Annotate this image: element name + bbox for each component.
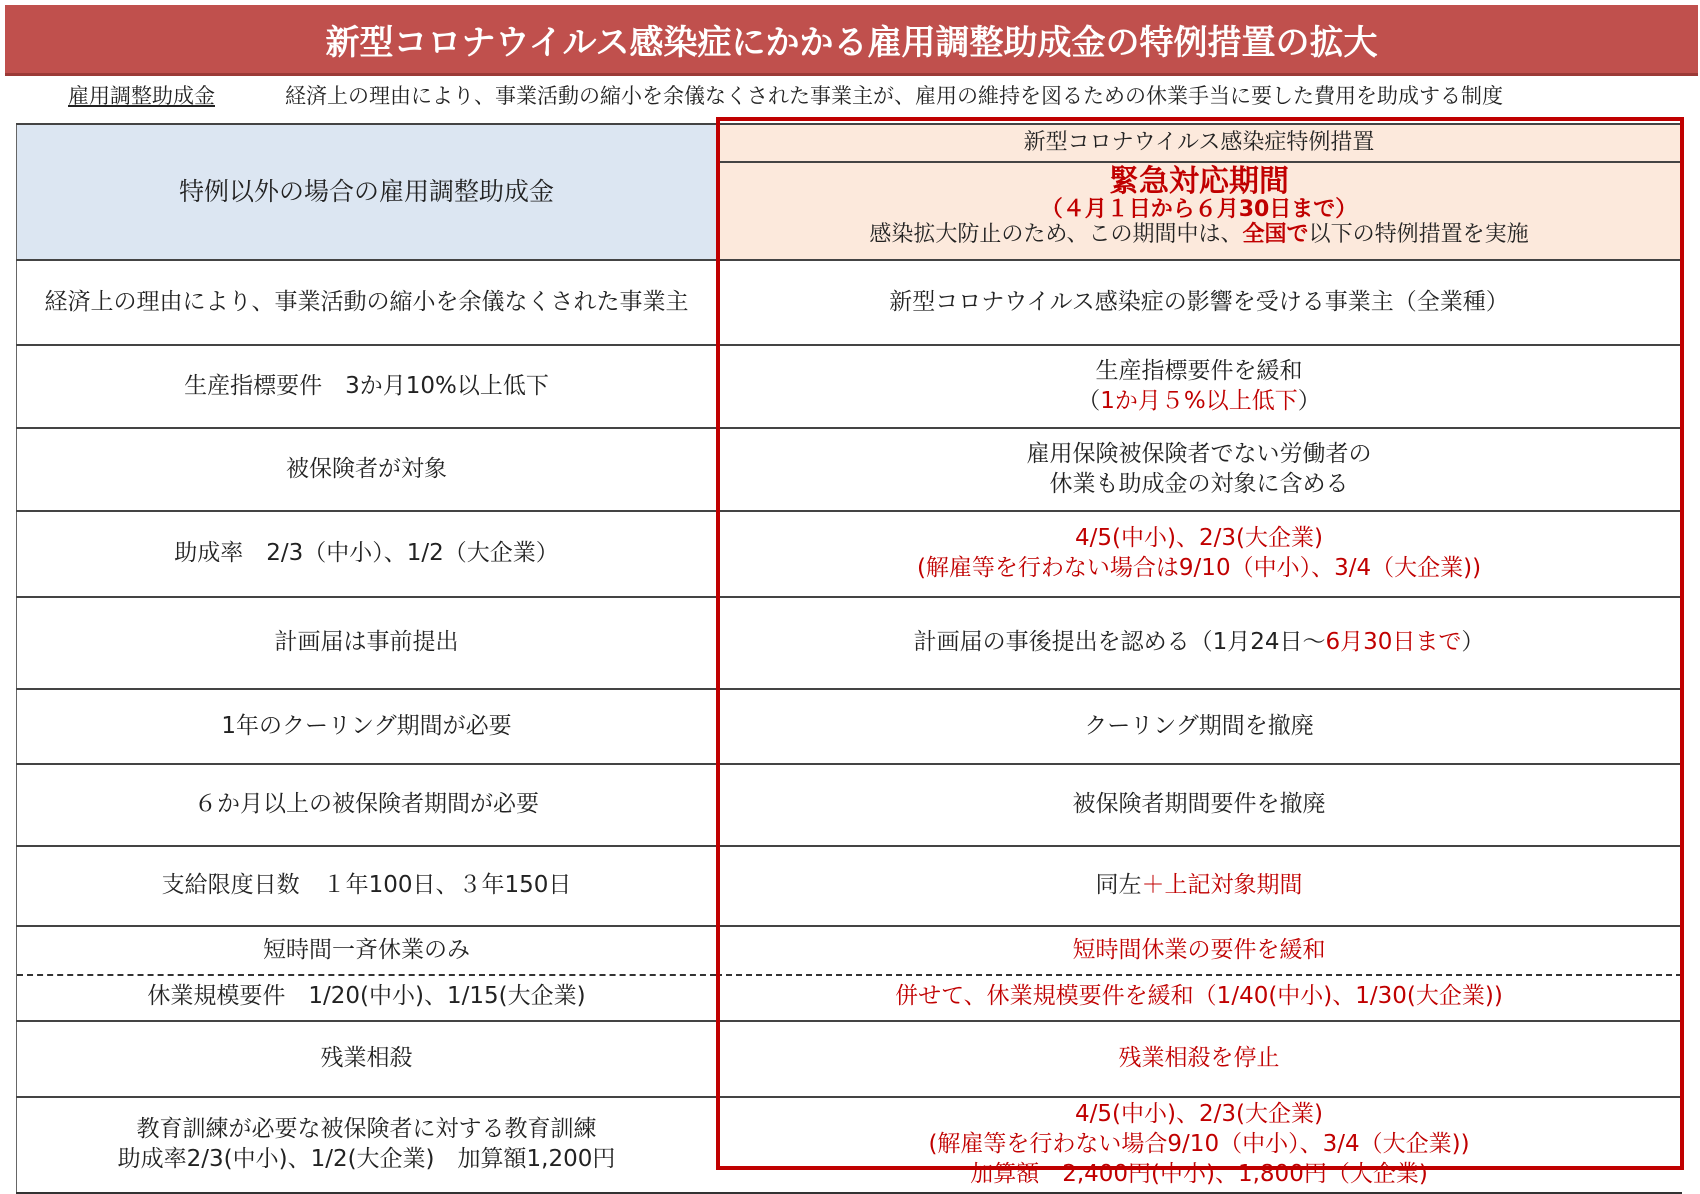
highlight-text: 残業相殺を停止 [1118, 1045, 1280, 1072]
measure-line [1075, 524, 1323, 554]
highlight-text: 4/5(中小)、2/3(大企業) [1075, 525, 1323, 552]
measure-text: ） [1297, 387, 1321, 414]
measure-line [1077, 387, 1321, 417]
standard-condition [16, 598, 716, 688]
special-measure [716, 598, 1682, 688]
table-row [16, 845, 1682, 925]
standard-condition [16, 261, 716, 344]
highlight-text: 併せて、休業規模要件を緩和（1/40(中小)、1/30(大企業)) [895, 982, 1503, 1009]
measure-line [1096, 357, 1303, 387]
emergency-period-title: 緊急対応期間 [1109, 164, 1289, 199]
table-row [16, 427, 1682, 510]
measure-line [1119, 1044, 1280, 1074]
condition-line: 支給限度日数 １年100日、３年150日 [161, 872, 572, 899]
special-measure [716, 1098, 1682, 1192]
standard-condition [16, 765, 716, 845]
condition-line: 教育訓練が必要な被保険者に対する教育訓練 [136, 1116, 597, 1143]
note-highlight: 全国で [1242, 222, 1309, 248]
measure-line [1027, 440, 1372, 470]
special-measure [716, 1022, 1682, 1096]
standard-condition [16, 429, 716, 510]
table-row [16, 925, 1682, 1020]
measure-line [1073, 936, 1326, 966]
measure-text: 計画届の事後提出を認める（1月24日～ [913, 629, 1326, 656]
condition-line: 助成率 2/3（中小）、1/2（大企業） [174, 540, 559, 567]
highlight-text: 4/5(中小)、2/3(大企業) [1075, 1101, 1323, 1128]
emergency-period-dates: （４月１日から６月30日まで） [1040, 197, 1358, 222]
measure-text: 生産指標要件を緩和 [1095, 357, 1303, 384]
condition-line: 短時間一斉休業のみ [263, 936, 470, 963]
condition-line: ６か月以上の被保険者期間が必要 [194, 791, 539, 818]
table-header-row [16, 123, 1682, 259]
measure-text: 雇用保険被保険者でない労働者の [1026, 440, 1372, 467]
highlight-text: 1か月５%以上低下 [1100, 387, 1298, 414]
special-measure [716, 429, 1682, 510]
highlight-text: 6月30日まで [1325, 629, 1462, 656]
table-row [16, 259, 1682, 344]
comparison-table [16, 123, 1682, 1194]
measure-line [1075, 1100, 1323, 1130]
measure-text: （ [1077, 387, 1101, 414]
standard-condition [16, 512, 716, 596]
measure-line [928, 1130, 1469, 1160]
definition-text: 経済上の理由により、事業活動の縮小を余儀なくされた事業主が、雇用の維持を図るための休業手当に要した費用を助成する制度 [285, 84, 1503, 108]
condition-line: 1年のクーリング期間が必要 [221, 712, 512, 739]
measure-line [1096, 871, 1303, 901]
standard-condition [16, 690, 716, 763]
table-row [16, 1020, 1682, 1096]
special-measure [716, 847, 1682, 925]
condition-line: 助成率2/3(中小)、1/2(大企業) 加算額1,200円 [117, 1146, 616, 1172]
highlight-text: (解雇等を行わない場合9/10（中小）、3/4（大企業)) [928, 1131, 1470, 1158]
table-row [16, 510, 1682, 596]
standard-condition [16, 346, 716, 427]
table-row [16, 763, 1682, 845]
header-standard: 特例以外の場合の雇用調整助成金 [16, 125, 716, 259]
measure-line [917, 554, 1481, 584]
measure-text: 新型コロナウイルス感染症の影響を受ける事業主（全業種） [889, 288, 1509, 315]
definition-term: 雇用調整助成金 [68, 84, 215, 108]
measure-line [970, 1160, 1428, 1190]
page-title: 新型コロナウイルス感染症にかかる雇用調整助成金の特例措置の拡大 [5, 5, 1698, 76]
standard-condition [16, 847, 716, 925]
special-measure [716, 765, 1682, 845]
special-measure [716, 346, 1682, 427]
dashed-divider [716, 974, 1682, 976]
standard-condition [16, 927, 716, 1020]
highlight-text: 加算額 2,400円(中小)、1,800円（大企業) [970, 1160, 1428, 1187]
table-row [16, 596, 1682, 688]
header-special [716, 125, 1682, 259]
table-row [16, 688, 1682, 763]
note-text: 感染拡大防止のため、この期間中は、 [869, 222, 1243, 248]
measure-line [1050, 470, 1349, 500]
standard-condition [16, 1098, 716, 1192]
measure-text: 被保険者期間要件を撤廃 [1072, 791, 1326, 818]
measure-line [914, 628, 1485, 658]
special-measure [716, 261, 1682, 344]
measure-line [1073, 790, 1326, 820]
standard-condition [16, 1022, 716, 1096]
measure-text: 休業も助成金の対象に含める [1049, 470, 1349, 497]
special-measure [716, 512, 1682, 596]
special-measures-title: 新型コロナウイルス感染症特例措置 [716, 125, 1682, 163]
measure-text: クーリング期間を撤廃 [1084, 712, 1314, 739]
emergency-period-note [869, 222, 1528, 247]
condition-line: 生産指標要件 3か月10%以上低下 [184, 372, 549, 399]
table-row [16, 1096, 1682, 1192]
special-measure [716, 927, 1682, 1020]
measure-line [895, 982, 1503, 1012]
measure-line [889, 288, 1509, 318]
condition-line: 残業相殺 [320, 1045, 413, 1072]
condition-line: 休業規模要件 1/20(中小)、1/15(大企業) [147, 982, 586, 1009]
dashed-divider [17, 974, 716, 976]
table-row [16, 344, 1682, 427]
definition [68, 80, 1503, 110]
measure-text: 同左 [1095, 872, 1142, 899]
measure-text: ） [1461, 629, 1485, 656]
note-text: 以下の特例措置を実施 [1308, 222, 1529, 248]
condition-line: 被保険者が対象 [286, 455, 447, 482]
condition-line: 計画届は事前提出 [274, 629, 459, 656]
highlight-text: (解雇等を行わない場合は9/10（中小）、3/4（大企業)) [916, 555, 1482, 581]
highlight-text: ＋上記対象期間 [1141, 872, 1303, 899]
measure-line [1084, 712, 1314, 742]
special-measure [716, 690, 1682, 763]
highlight-text: 短時間休業の要件を緩和 [1072, 936, 1326, 963]
condition-line: 経済上の理由により、事業活動の縮小を余儀なくされた事業主 [44, 288, 689, 315]
